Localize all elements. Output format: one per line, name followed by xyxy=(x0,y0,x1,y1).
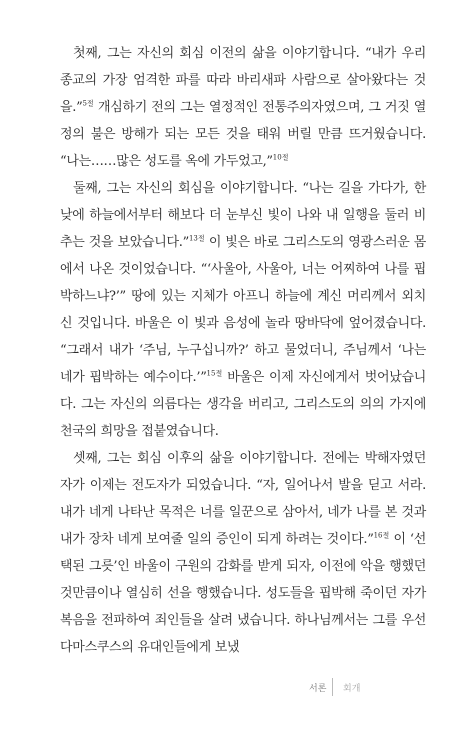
paragraph-text: 첫째, 그는 자신의 회심 이전의 삶을 이야기합니다. “내가 우리 종교의 가장 엄격한 파를 따라 바리새파 사람으로 살아왔다는 것을.” xyxy=(60,46,426,115)
verse-reference: 15절 xyxy=(206,369,223,378)
running-head-section: 서론 xyxy=(309,684,327,694)
page-footer xyxy=(0,678,470,698)
verse-reference: 13절 xyxy=(188,234,205,243)
paragraph-text: 바울은 이제 자신에게서 벗어났습니다. 그는 자신의 의름다는 생각을 버리고, 그리스도의 의의 가지에 천국의 희망을 접붙였습니다. xyxy=(60,370,426,439)
paragraph xyxy=(60,175,426,445)
paragraph-text: 개심하기 전의 그는 열정적인 전통주의자였으며, 그 거짓 열정의 불은 방해가 되는 모든 것을 태워 버릴 만큼 뜨거웠습니다. “나는……많은 성도를 옥에 가두었고,” xyxy=(60,100,426,169)
paragraph-text: 이 ‘선택된 그릇’인 바울이 구원의 감화를 받게 되자, 이전에 악을 행했던 것만큼이나 열심히 선을 행했습니다. 성도들을 핍박해 죽이던 자가 복음을 전파하여 죄인들을 살려 냈습니다. 하나님께서는 그를 우선 다마스쿠스의 유대인들에게 보냈 xyxy=(60,532,427,655)
paragraph-text: 이 빛은 바로 그리스도의 영광스러운 몸에서 나온 것이었습니다. “‘사울아, 사울아, 너는 어찌하여 나를 핍박하느냐?’” 땅에 있는 지체가 아프니 하늘에 계신 머리께서 외치신 것입니다. 바울은 이 빛과 음성에 놀라 땅바닥에 엎어졌습니다. “그래서 내가 ‘주님, 누구십니까?’ 하고 물었더니, 주님께서 ‘나는 네가 핍박하는 예수이다.’” xyxy=(60,235,427,385)
verse-reference: 16절 xyxy=(373,531,390,540)
paragraph-text: 셋째, 그는 회심 이후의 삶을 이야기합니다. 전에는 박해자였던 자가 이제는 전도자가 되었습니다. “자, 일어나서 발을 딛고 서라. 내가 네게 나타난 목적은 너를 일꾼으로 삼아서, 네가 나를 본 것과 내가 장차 네게 보여줄 일의 증인이 되게 하려는 것이다.” xyxy=(60,451,426,547)
paragraph-text: 둘째, 그는 자신의 회심을 이야기합니다. “나는 길을 가다가, 한낮에 하늘에서부터 해보다 더 눈부신 빛이 나와 내 일행을 둘러 비추는 것을 보았습니다.” xyxy=(60,181,426,250)
verse-reference: 10절 xyxy=(272,153,289,162)
footer-divider xyxy=(332,678,333,696)
verse-reference: 5절 xyxy=(82,99,94,108)
paragraph xyxy=(60,445,426,661)
page-body xyxy=(60,40,426,661)
paragraph xyxy=(60,40,426,175)
running-head-chapter: 회개 xyxy=(343,684,361,694)
